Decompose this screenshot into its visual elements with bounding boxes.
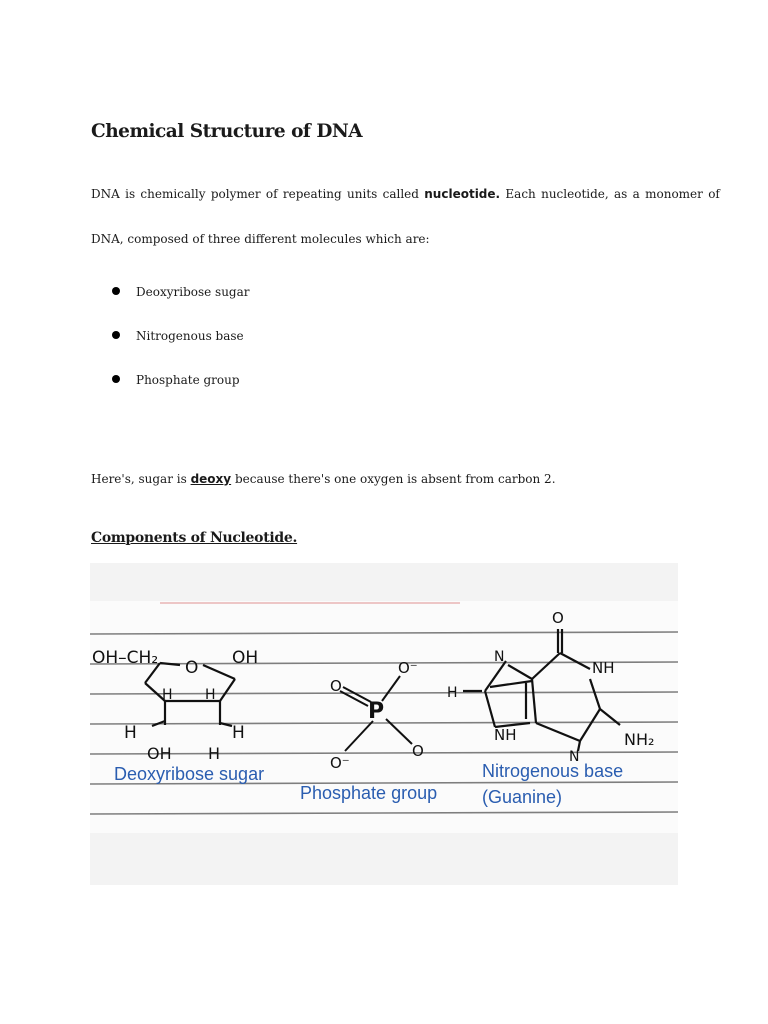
bullet-icon [112,375,120,383]
deoxyribose-structure [92,648,264,784]
deoxy-note-part1: Here's, sugar is [91,472,191,486]
guanine-n7: N [494,649,505,665]
figure-bottom-band [90,833,678,885]
deoxy-note [91,472,556,486]
phosphate-oxygen-minus: O⁻ [398,659,418,677]
phosphorus-atom: P [368,699,385,724]
bullet-icon [112,287,120,295]
list-item-label: Nitrogenous base [136,329,244,343]
intro-text-part2: Each nucleotide, as a monomer of [500,187,720,201]
ruled-line [90,692,678,694]
guanine-n3: N [569,749,580,765]
figure-top-band [90,563,678,601]
intro-text-part1: DNA is chemically polymer of repeating units called [91,187,425,201]
sugar-h-label: H [205,687,216,703]
phosphate-oxygen: O [330,677,342,695]
phosphate-structure [300,659,437,803]
sugar-oh-bottom: OH [147,744,172,763]
guanine-h8: H [447,685,458,701]
sugar-h-label: H [232,723,245,743]
deoxyribose-caption: Deoxyribose sugar [114,764,265,784]
nucleotide-keyword: nucleotide. [424,187,501,201]
ruled-line [90,812,678,814]
section-heading-text: Components of Nucleotide [91,530,293,546]
sugar-ring-oxygen: O [185,658,199,678]
phosphate-oxygen: O [412,742,424,760]
guanine-carbonyl-oxygen: O [552,609,564,627]
nucleotide-components-figure [90,601,678,833]
base-caption-line1: Nitrogenous base [482,761,624,781]
document-title: Chemical Structure of DNA [91,121,363,142]
intro-paragraph-line1 [91,187,720,201]
guanine-structure [447,609,654,807]
base-caption-line2: (Guanine) [482,787,563,807]
sugar-oh-right: OH [232,648,259,668]
section-heading-suffix: . [292,530,298,546]
list-item-label: Phosphate group [136,373,240,387]
ruled-line [90,662,678,664]
guanine-nh2: NH₂ [624,730,655,749]
ruled-line [90,752,678,754]
sugar-h-bottom: H [208,744,221,763]
deoxy-note-part2: because there's one oxygen is absent from carbon 2. [231,472,556,486]
guanine-nh9: NH [494,726,517,744]
bullet-icon [112,331,120,339]
guanine-nh1: NH [592,659,615,677]
list-item-label: Deoxyribose sugar [136,285,250,299]
deoxy-keyword: deoxy [190,472,232,486]
phosphate-caption: Phosphate group [300,783,438,803]
phosphate-oxygen-minus: O⁻ [330,754,350,772]
nucleotide-diagram [90,601,678,833]
intro-paragraph-line2: DNA, composed of three different molecules which are: [91,232,430,246]
sugar-ch2oh-label: OH–CH₂ [92,648,159,668]
section-heading [91,530,297,546]
sugar-h-label: H [124,723,137,743]
ruled-line [90,632,678,634]
sugar-h-label: H [162,687,173,703]
